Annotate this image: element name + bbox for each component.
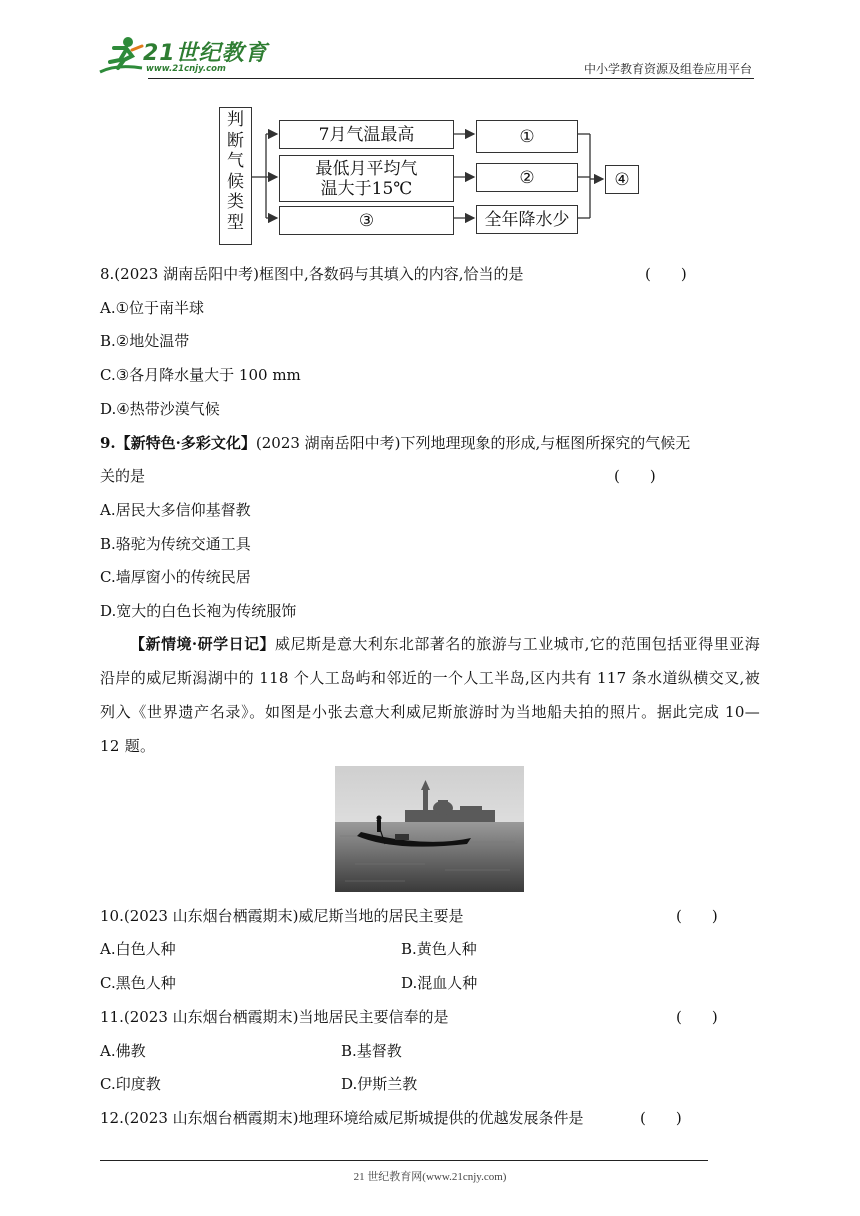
q10-answer-bracket: ( )	[676, 907, 718, 925]
diagram-side-label: 判 断 气 候 类 型	[219, 107, 252, 245]
q10-option-d: D.混血人种	[401, 974, 478, 992]
q9-option-d: D.宽大的白色长袍为传统服饰	[100, 602, 297, 620]
q12-stem: 12.(2023 山东烟台栖霞期末)地理环境给威尼斯城提供的优越发展条件是	[100, 1109, 584, 1127]
box-blank-4: ④	[605, 165, 639, 194]
logo-url: www.21cnjy.com	[146, 64, 226, 74]
q9-option-b: B.骆驼为传统交通工具	[100, 535, 251, 553]
q8-stem: 8.(2023 湖南岳阳中考)框图中,各数码与其填入的内容,恰当的是	[100, 265, 524, 283]
passage-text: 威尼斯是意大利东北部著名的旅游与工业城市,它的范围包括亚得里亚海沿岸的威尼斯潟湖中的 118 个人工岛屿和邻近的一个人工半岛,区内共有 117 条水道纵横交叉,被列入《世界遗产名录》。如图是小张去意大利威尼斯旅游时为当地船夫拍的照片。据此完成 10—12 题。	[100, 635, 760, 755]
q8-answer-bracket: ( )	[645, 265, 687, 283]
q10-stem: 10.(2023 山东烟台栖霞期末)威尼斯当地的居民主要是	[100, 907, 464, 925]
q9-answer-bracket: ( )	[614, 467, 656, 485]
header-platform-text: 中小学教育资源及组卷应用平台	[583, 62, 752, 76]
q11-answer-bracket: ( )	[676, 1008, 718, 1026]
q11-option-a: A.佛教	[100, 1042, 146, 1060]
q8-option-a: A.①位于南半球	[100, 299, 205, 317]
footer-rule	[100, 1160, 708, 1161]
venice-passage	[100, 627, 760, 763]
box-low-rainfall: 全年降水少	[476, 205, 578, 234]
box-july-temp: 7月气温最高	[279, 120, 454, 149]
q10-option-a: A.白色人种	[100, 940, 176, 958]
venice-gondola-photo	[335, 766, 524, 892]
q9-feature-tag: 9.【新特色·多彩文化】	[100, 434, 256, 452]
q8-option-c: C.③各月降水量大于 100 mm	[100, 366, 301, 384]
box-blank-1: ①	[476, 120, 578, 153]
q10-option-b: B.黄色人种	[401, 940, 477, 958]
q11-stem: 11.(2023 山东烟台栖霞期末)当地居民主要信奉的是	[100, 1008, 449, 1026]
logo-text: 21世纪教育	[143, 41, 268, 66]
q9-option-c: C.墙厚窗小的传统民居	[100, 568, 251, 586]
box-blank-3: ③	[279, 206, 454, 235]
footer-text: 21 世纪教育网(www.21cnjy.com)	[353, 1171, 507, 1183]
q8-option-b: B.②地处温带	[100, 332, 190, 350]
q9-stem-line2: 关的是	[100, 467, 146, 485]
q11-option-b: B.基督教	[341, 1042, 402, 1060]
box-blank-2: ②	[476, 163, 578, 192]
passage-tag: 【新情境·研学日记】	[130, 635, 276, 653]
q8-option-d: D.④热带沙漠气候	[100, 400, 220, 418]
q9-stem-line1: 9.【新特色·多彩文化】(2023 湖南岳阳中考)下列地理现象的形成,与框图所探究的气候无	[100, 434, 691, 452]
q11-option-c: C.印度教	[100, 1075, 161, 1093]
q12-answer-bracket: ( )	[640, 1109, 682, 1127]
q10-option-c: C.黑色人种	[100, 974, 176, 992]
q11-option-d: D.伊斯兰教	[341, 1075, 418, 1093]
box-min-temp: 最低月平均气 温大于15℃	[279, 155, 454, 202]
q9-option-a: A.居民大多信仰基督教	[100, 501, 251, 519]
